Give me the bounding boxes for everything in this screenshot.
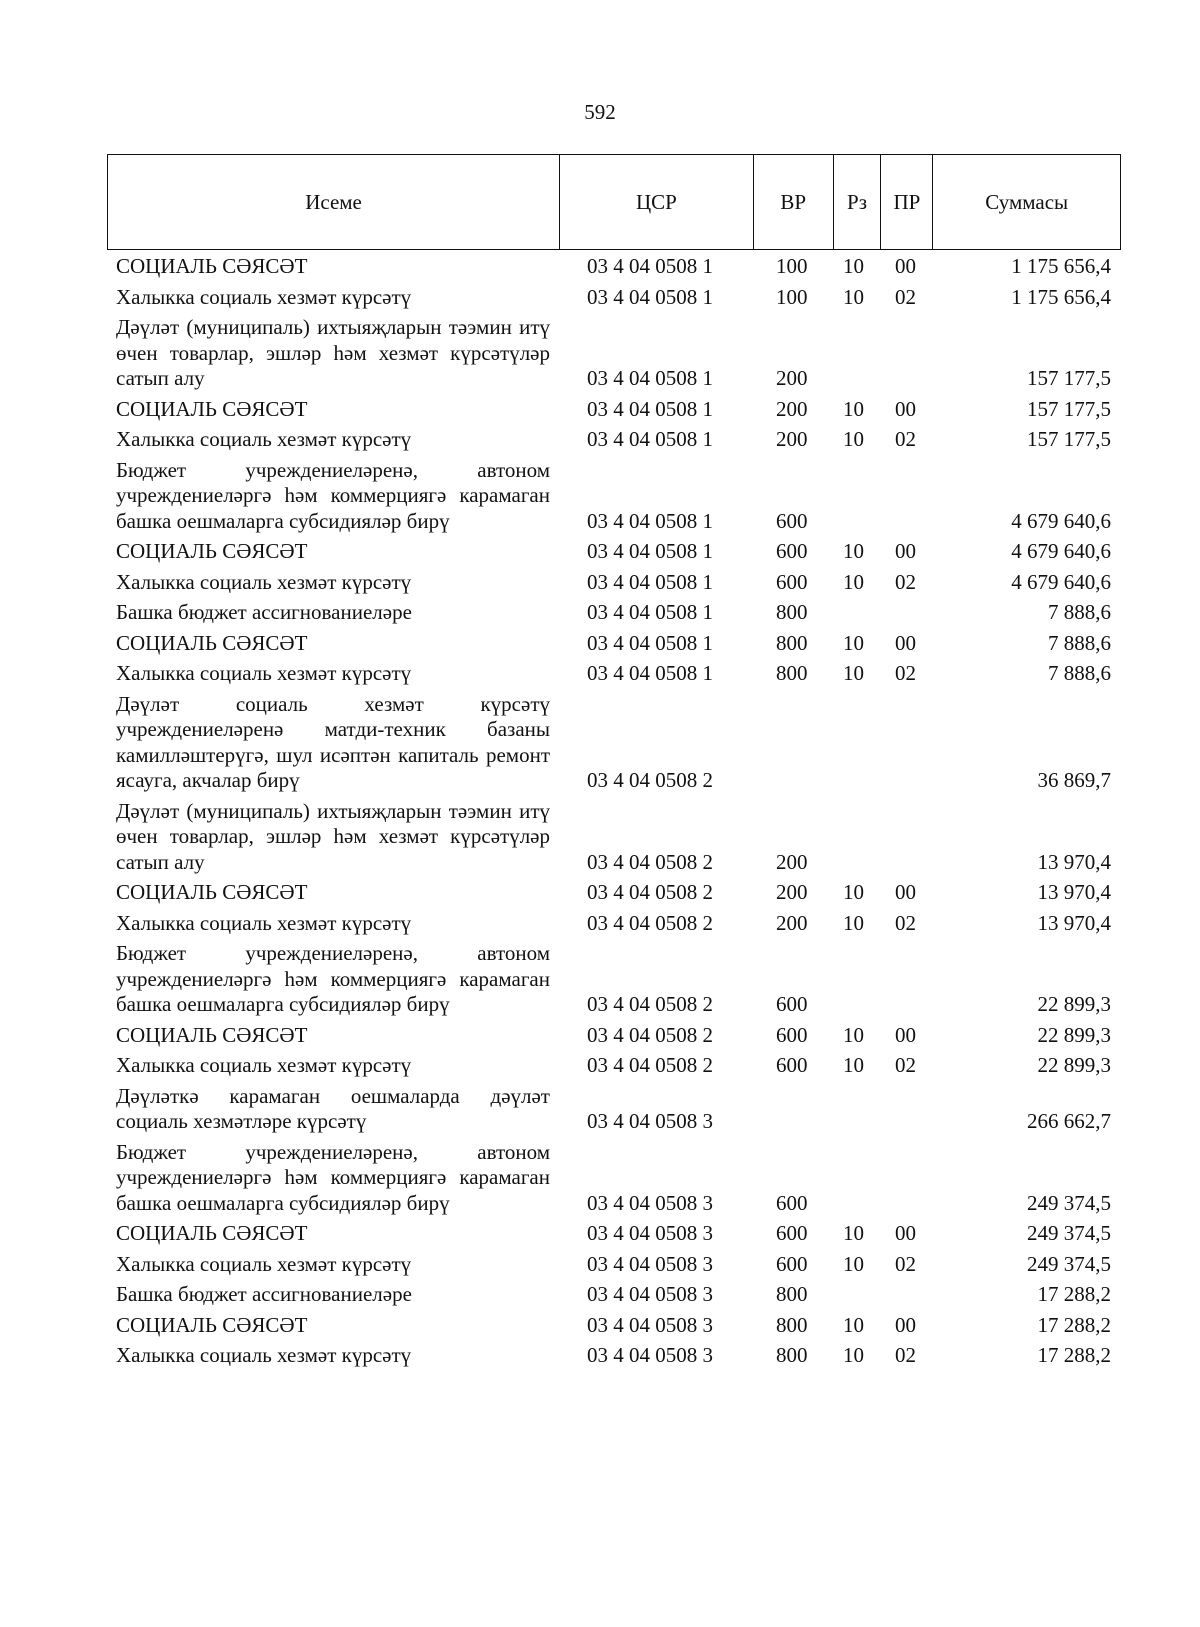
cell-pr: 00 xyxy=(895,396,916,421)
cell-sum: 4 679 640,6 xyxy=(1011,508,1111,533)
cell-sum: 1 175 656,4 xyxy=(1011,284,1111,309)
cell-rz: 10 xyxy=(843,1343,864,1367)
cell-sum: 249 374,5 xyxy=(1027,1251,1111,1276)
cell-vr: 600 xyxy=(776,539,808,563)
cell-pr: 02 xyxy=(895,284,916,309)
cell-csr: 03 4 04 0508 3 xyxy=(587,1251,713,1276)
cell-csr: 03 4 04 0508 1 xyxy=(587,508,713,533)
cell-name: Халыкка социаль хезмәт күрсәтү xyxy=(116,569,412,594)
cell-pr: 02 xyxy=(895,910,916,935)
cell-name: СОЦИАЛЬ СӘЯСӘТ xyxy=(116,254,308,278)
cell-csr: 03 4 04 0508 1 xyxy=(587,254,713,278)
cell-csr: 03 4 04 0508 2 xyxy=(587,1053,713,1077)
table-row xyxy=(107,397,1121,423)
cell-sum: 17 288,2 xyxy=(1037,1343,1111,1367)
cell-rz: 10 xyxy=(843,254,864,278)
cell-csr: 03 4 04 0508 2 xyxy=(587,768,713,792)
cell-sum: 22 899,3 xyxy=(1037,992,1111,1016)
cell-rz: 10 xyxy=(843,569,864,594)
cell-name: Бюджет учреждениеләренә, автоном учреждениеләргә һәм коммерциягә карамаган башка оешмаларга субсидияләр бирү xyxy=(116,1139,550,1215)
cell-sum: 13 970,4 xyxy=(1037,849,1111,874)
cell-sum: 266 662,7 xyxy=(1027,1109,1111,1133)
cell-csr: 03 4 04 0508 1 xyxy=(587,630,713,655)
cell-sum: 157 177,5 xyxy=(1027,427,1111,451)
cell-csr: 03 4 04 0508 1 xyxy=(587,366,713,390)
cell-csr: 03 4 04 0508 1 xyxy=(587,569,713,594)
cell-pr: 00 xyxy=(895,1022,916,1047)
page-number: 592 xyxy=(584,100,616,124)
cell-name: Дәүләт социаль хезмәт күрсәтү учреждениеләренә матди-техник базаны камилләштерүгә, шул исәптән капиталь ремонт ясауга, акчалар бирү xyxy=(116,691,550,792)
cell-rz: 10 xyxy=(843,284,864,309)
cell-name: Халыкка социаль хезмәт күрсәтү xyxy=(116,427,412,451)
table-row xyxy=(107,1084,1121,1135)
cell-csr: 03 4 04 0508 1 xyxy=(587,539,713,563)
cell-csr: 03 4 04 0508 2 xyxy=(587,880,713,904)
cell-name: Дәүләт (муниципаль) ихтыяҗларын тәэмин итү өчен товарлар, эшләр һәм хезмәт күрсәтүләр сатып алу xyxy=(116,315,550,390)
cell-sum: 157 177,5 xyxy=(1027,366,1111,390)
cell-vr: 200 xyxy=(776,366,808,390)
cell-pr: 00 xyxy=(895,630,916,655)
cell-name: СОЦИАЛЬ СӘЯСӘТ xyxy=(116,1312,308,1337)
table-row xyxy=(107,458,1121,535)
table-row xyxy=(107,880,1121,906)
cell-pr: 02 xyxy=(895,427,916,451)
cell-csr: 03 4 04 0508 1 xyxy=(587,396,713,421)
cell-vr: 600 xyxy=(776,1221,808,1245)
cell-rz: 10 xyxy=(843,630,864,655)
row-spacer xyxy=(107,1369,1121,1374)
cell-name: Халыкка социаль хезмәт күрсәтү xyxy=(116,1251,412,1276)
table-row xyxy=(107,941,1121,1018)
cell-csr: 03 4 04 0508 2 xyxy=(587,849,713,874)
header-pr: ПР xyxy=(881,155,933,249)
cell-name: Халыкка социаль хезмәт күрсәтү xyxy=(116,910,412,935)
cell-name: Башка бюджет ассигнованиеләре xyxy=(116,600,412,624)
cell-pr: 00 xyxy=(895,254,916,278)
header-vr: ВР xyxy=(754,155,834,249)
cell-sum: 4 679 640,6 xyxy=(1011,569,1111,594)
table-row xyxy=(107,661,1121,687)
cell-rz: 10 xyxy=(843,427,864,451)
cell-pr: 02 xyxy=(895,1251,916,1276)
cell-vr: 800 xyxy=(776,630,808,655)
cell-vr: 600 xyxy=(776,508,808,533)
cell-sum: 7 888,6 xyxy=(1048,630,1111,655)
cell-vr: 200 xyxy=(776,849,808,874)
cell-pr: 00 xyxy=(895,880,916,904)
table-row xyxy=(107,427,1121,453)
cell-name: Дәүләткә карамаган оешмаларда дәүләт социаль хезмәтләре күрсәтү xyxy=(116,1083,550,1133)
table-row xyxy=(107,911,1121,937)
cell-name: Башка бюджет ассигнованиеләре xyxy=(116,1282,412,1306)
cell-name: СОЦИАЛЬ СӘЯСӘТ xyxy=(116,1022,308,1047)
cell-csr: 03 4 04 0508 3 xyxy=(587,1109,713,1133)
cell-name: СОЦИАЛЬ СӘЯСӘТ xyxy=(116,630,308,655)
cell-vr: 200 xyxy=(776,910,808,935)
table-row xyxy=(107,1252,1121,1278)
cell-vr: 200 xyxy=(776,427,808,451)
table-row xyxy=(107,1282,1121,1308)
cell-vr: 800 xyxy=(776,661,808,685)
table-row xyxy=(107,631,1121,657)
table-row xyxy=(107,1053,1121,1079)
table-row xyxy=(107,285,1121,311)
table-row xyxy=(107,1140,1121,1217)
table-row xyxy=(107,570,1121,596)
cell-rz: 10 xyxy=(843,880,864,904)
cell-sum: 17 288,2 xyxy=(1037,1282,1111,1306)
cell-rz: 10 xyxy=(843,1251,864,1276)
cell-rz: 10 xyxy=(843,1221,864,1245)
cell-csr: 03 4 04 0508 2 xyxy=(587,992,713,1016)
cell-name: Халыкка социаль хезмәт күрсәтү xyxy=(116,1343,412,1367)
header-sum: Суммасы xyxy=(985,189,1069,214)
table-row xyxy=(107,692,1121,794)
cell-name: Бюджет учреждениеләренә, автоном учреждениеләргә һәм коммерциягә карамаган башка оешмаларга субсидияләр бирү xyxy=(116,941,550,1016)
cell-name: Бюджет учреждениеләренә, автоном учреждениеләргә һәм коммерциягә карамаган башка оешмаларга субсидияләр бирү xyxy=(116,457,550,533)
header-rz: Рз xyxy=(834,155,882,249)
cell-pr: 02 xyxy=(895,1343,916,1367)
cell-csr: 03 4 04 0508 1 xyxy=(587,600,713,624)
cell-csr: 03 4 04 0508 3 xyxy=(587,1221,713,1245)
header-csr: ЦСР xyxy=(560,155,754,249)
cell-vr: 600 xyxy=(776,1053,808,1077)
cell-sum: 17 288,2 xyxy=(1037,1312,1111,1337)
cell-pr: 02 xyxy=(895,569,916,594)
cell-sum: 22 899,3 xyxy=(1037,1022,1111,1047)
cell-vr: 800 xyxy=(776,1343,808,1367)
table-row xyxy=(107,1023,1121,1049)
cell-sum: 249 374,5 xyxy=(1027,1221,1111,1245)
cell-name: Халыкка социаль хезмәт күрсәтү xyxy=(116,661,412,685)
table-header xyxy=(107,154,1121,250)
cell-sum: 13 970,4 xyxy=(1037,910,1111,935)
cell-sum: 36 869,7 xyxy=(1037,768,1111,792)
cell-rz: 10 xyxy=(843,539,864,563)
header-name: Исеме xyxy=(108,155,560,249)
cell-csr: 03 4 04 0508 1 xyxy=(587,661,713,685)
cell-sum: 22 899,3 xyxy=(1037,1053,1111,1077)
cell-rz: 10 xyxy=(843,1312,864,1337)
cell-name: СОЦИАЛЬ СӘЯСӘТ xyxy=(116,396,308,421)
cell-vr: 600 xyxy=(776,1190,808,1215)
cell-name: Халыкка социаль хезмәт күрсәтү xyxy=(116,1053,412,1077)
cell-csr: 03 4 04 0508 3 xyxy=(587,1343,713,1367)
cell-name: СОЦИАЛЬ СӘЯСӘТ xyxy=(116,539,308,563)
cell-csr: 03 4 04 0508 2 xyxy=(587,910,713,935)
cell-vr: 800 xyxy=(776,600,808,624)
cell-csr: 03 4 04 0508 2 xyxy=(587,1022,713,1047)
table-row xyxy=(107,1343,1121,1369)
cell-rz: 10 xyxy=(843,396,864,421)
cell-pr: 00 xyxy=(895,1221,916,1245)
cell-pr: 00 xyxy=(895,539,916,563)
cell-name: Дәүләт (муниципаль) ихтыяҗларын тәэмин итү өчен товарлар, эшләр һәм хезмәт күрсәтүләр сатып алу xyxy=(116,798,550,874)
cell-vr: 800 xyxy=(776,1312,808,1337)
cell-sum: 7 888,6 xyxy=(1048,600,1111,624)
cell-vr: 200 xyxy=(776,880,808,904)
cell-vr: 100 xyxy=(776,284,808,309)
cell-vr: 600 xyxy=(776,1251,808,1276)
table-row xyxy=(107,600,1121,626)
cell-csr: 03 4 04 0508 3 xyxy=(587,1282,713,1306)
cell-vr: 600 xyxy=(776,992,808,1016)
cell-name: СОЦИАЛЬ СӘЯСӘТ xyxy=(116,1221,308,1245)
cell-pr: 02 xyxy=(895,661,916,685)
cell-sum: 7 888,6 xyxy=(1048,661,1111,685)
cell-rz: 10 xyxy=(843,1022,864,1047)
cell-vr: 600 xyxy=(776,569,808,594)
cell-vr: 100 xyxy=(776,254,808,278)
table-row xyxy=(107,539,1121,565)
cell-name: Халыкка социаль хезмәт күрсәтү xyxy=(116,284,412,309)
cell-sum: 1 175 656,4 xyxy=(1011,254,1111,278)
cell-rz: 10 xyxy=(843,1053,864,1077)
cell-sum: 249 374,5 xyxy=(1027,1190,1111,1215)
table-body xyxy=(107,254,1121,1374)
table-row xyxy=(107,254,1121,280)
cell-csr: 03 4 04 0508 3 xyxy=(587,1312,713,1337)
cell-rz: 10 xyxy=(843,661,864,685)
cell-pr: 02 xyxy=(895,1053,916,1077)
cell-sum: 13 970,4 xyxy=(1037,880,1111,904)
table-row xyxy=(107,799,1121,876)
cell-csr: 03 4 04 0508 1 xyxy=(587,284,713,309)
cell-csr: 03 4 04 0508 1 xyxy=(587,427,713,451)
table-row xyxy=(107,315,1121,392)
cell-name: СОЦИАЛЬ СӘЯСӘТ xyxy=(116,880,308,904)
cell-vr: 200 xyxy=(776,396,808,421)
table-row xyxy=(107,1313,1121,1339)
table-row xyxy=(107,1221,1121,1247)
cell-sum: 4 679 640,6 xyxy=(1011,539,1111,563)
cell-pr: 00 xyxy=(895,1312,916,1337)
cell-rz: 10 xyxy=(843,910,864,935)
cell-vr: 800 xyxy=(776,1282,808,1306)
cell-csr: 03 4 04 0508 3 xyxy=(587,1190,713,1215)
cell-vr: 600 xyxy=(776,1022,808,1047)
cell-sum: 157 177,5 xyxy=(1027,396,1111,421)
